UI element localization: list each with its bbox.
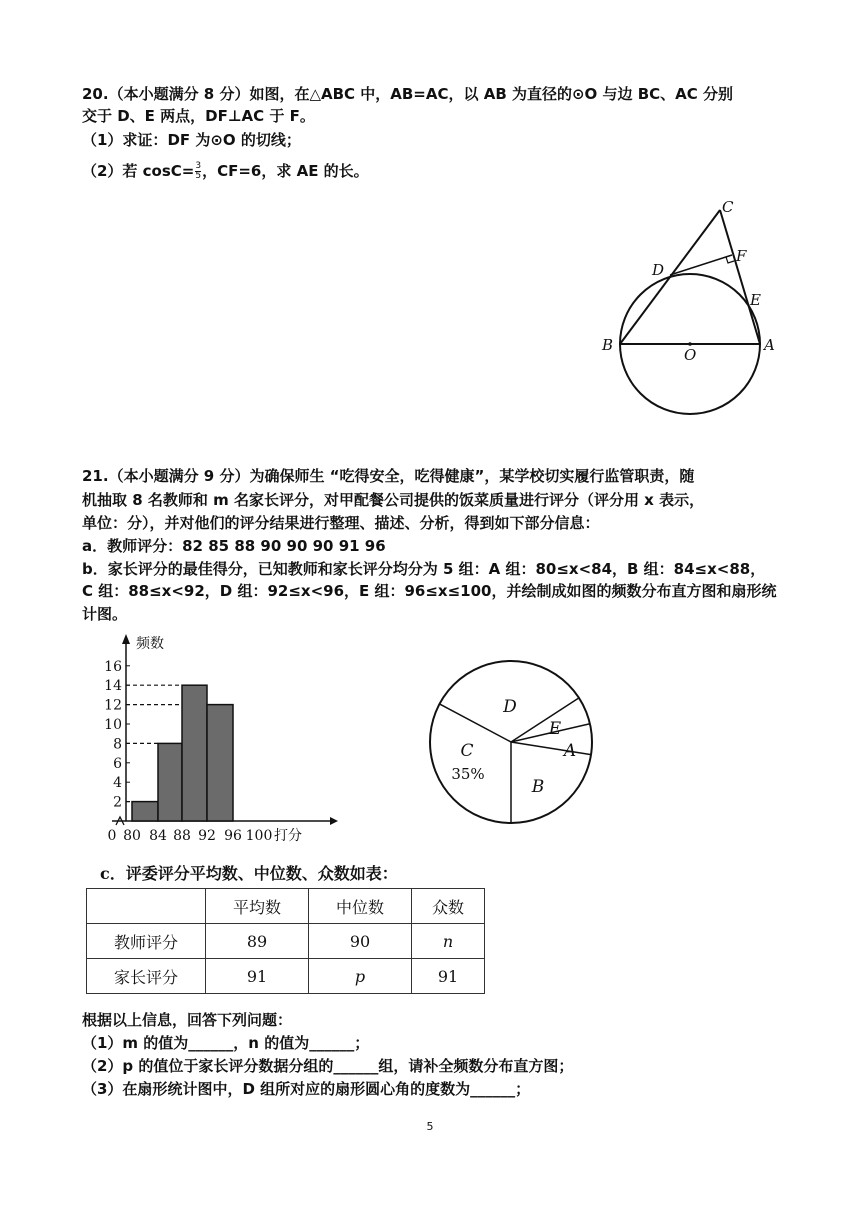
pie-slice-boundary (511, 698, 579, 742)
table-cell: n (412, 924, 485, 959)
q21-sub1: （1）m 的值为______，n 的值为______； (82, 1034, 370, 1052)
x-tick-label: 100 (245, 828, 273, 844)
table-cell: 90 (309, 924, 412, 959)
fraction-denominator: 5 (195, 171, 202, 181)
y-tick-label: 8 (113, 736, 122, 753)
table-cell: 教师评分 (87, 924, 206, 959)
x-tick-label: 88 (173, 828, 191, 844)
q21-line7: 计图。 (82, 605, 128, 623)
q21-line3: 单位：分），并对他们的评分结果进行整理、描述、分析，得到如下部分信息： (82, 514, 600, 532)
table-header-cell: 中位数 (309, 889, 412, 924)
y-tick-label: 16 (104, 658, 122, 675)
q20-line1: 20.（本小题满分 8 分）如图，在△ABC 中，AB=AC，以 AB 为直径的⊙O 与边 BC、AC 分别 (82, 85, 734, 103)
pie-slice-label: C (460, 741, 474, 761)
q21-prompt: 根据以上信息，回答下列问题： (82, 1011, 293, 1029)
x-tick-label: 96 (224, 828, 242, 844)
x-axis-label: 打分 (274, 828, 302, 844)
pie-slice-label: E (548, 719, 562, 739)
q20-part2 (82, 160, 369, 182)
table-caption: c．评委评分平均数、中位数、众数如表： (100, 864, 398, 883)
segment-bc (620, 210, 720, 344)
table-header-cell (87, 889, 206, 924)
q21-sub2: （2）p 的值位于家长评分数据分组的______组，请补全频数分布直方图； (82, 1057, 574, 1075)
histogram-bar (158, 743, 182, 821)
pie-slice-label: B (531, 777, 545, 797)
pie-chart (420, 655, 605, 840)
label-b: B (602, 336, 614, 354)
table-header-cell: 平均数 (206, 889, 309, 924)
q20-part2-post: ，CF=6，求 AE 的长。 (202, 162, 369, 180)
table-cell: 家长评分 (87, 959, 206, 994)
y-tick-label: 2 (113, 794, 122, 811)
q21-info-a: a．教师评分：82 85 88 90 90 90 91 96 (82, 537, 386, 555)
label-f: F (736, 247, 747, 265)
label-a: A (764, 336, 775, 354)
label-d: D (652, 261, 665, 279)
pie-slice-boundary (511, 742, 591, 755)
q20-part2-pre: （2）若 cosC= (82, 162, 195, 180)
label-e: E (750, 291, 761, 309)
page-number: 5 (426, 1120, 434, 1133)
table-cell: p (309, 959, 412, 994)
y-tick-label: 14 (104, 678, 122, 695)
y-axis-arrow (122, 634, 130, 644)
pie-slice-percent: 35% (451, 765, 485, 783)
y-tick-label: 6 (113, 755, 122, 772)
y-axis-label: 频数 (136, 636, 164, 652)
q21-line2: 机抽取 8 名教师和 m 名家长评分，对甲配餐公司提供的饭菜质量进行评分（评分用 x 表示， (82, 491, 705, 509)
x-tick-label: 84 (149, 828, 167, 844)
right-angle-mark (726, 257, 734, 263)
y-tick-label: 4 (113, 775, 122, 792)
geometry-figure (590, 195, 790, 420)
label-c: C (722, 198, 734, 216)
frequency-histogram (78, 628, 353, 858)
q21-line6: C 组：88≤x<92，D 组：92≤x<96，E 组：96≤x≤100，并绘制成如图的频数分布直方图和扇形统 (82, 582, 777, 600)
y-tick-label: 12 (104, 697, 122, 714)
segment-ac (720, 210, 760, 344)
q20-line2: 交于 D、E 两点，DF⊥AC 于 F。 (82, 107, 315, 125)
x-tick-label: 92 (198, 828, 216, 844)
y-tick-label: 10 (104, 717, 122, 733)
x-tick-label: 80 (123, 828, 141, 844)
pie-slice-label: A (563, 741, 577, 761)
table-cell: 91 (412, 959, 485, 994)
q20-part1: （1）求证：DF 为⊙O 的切线； (82, 131, 301, 149)
cos-fraction (195, 162, 201, 181)
table-row (87, 959, 485, 994)
label-o: O (684, 346, 697, 364)
fraction-numerator: 3 (195, 161, 202, 171)
histogram-bar (182, 685, 207, 821)
q21-info-b: b．家长评分的最佳得分，已知教师和家长评分均分为 5 组：A 组：80≤x<84，B 组：84≤x<88， (82, 560, 766, 578)
table-cell: 89 (206, 924, 309, 959)
histogram-bar (207, 705, 233, 821)
pie-slice-label: D (503, 697, 517, 717)
table-cell: 91 (206, 959, 309, 994)
q21-sub3: （3）在扇形统计图中，D 组所对应的扇形圆心角的度数为______； (82, 1080, 531, 1098)
table-header-cell: 众数 (412, 889, 485, 924)
q21-line1: 21.（本小题满分 9 分）为确保师生 “吃得安全，吃得健康”，某学校切实履行监管职责，随 (82, 467, 695, 485)
histogram-bar (132, 802, 158, 821)
table-row (87, 924, 485, 959)
stats-table (86, 888, 485, 994)
pie-slice-boundary (439, 704, 511, 742)
x-tick-label: 0 (107, 828, 117, 844)
x-axis-arrow (330, 817, 338, 825)
table-header-row (87, 889, 485, 924)
